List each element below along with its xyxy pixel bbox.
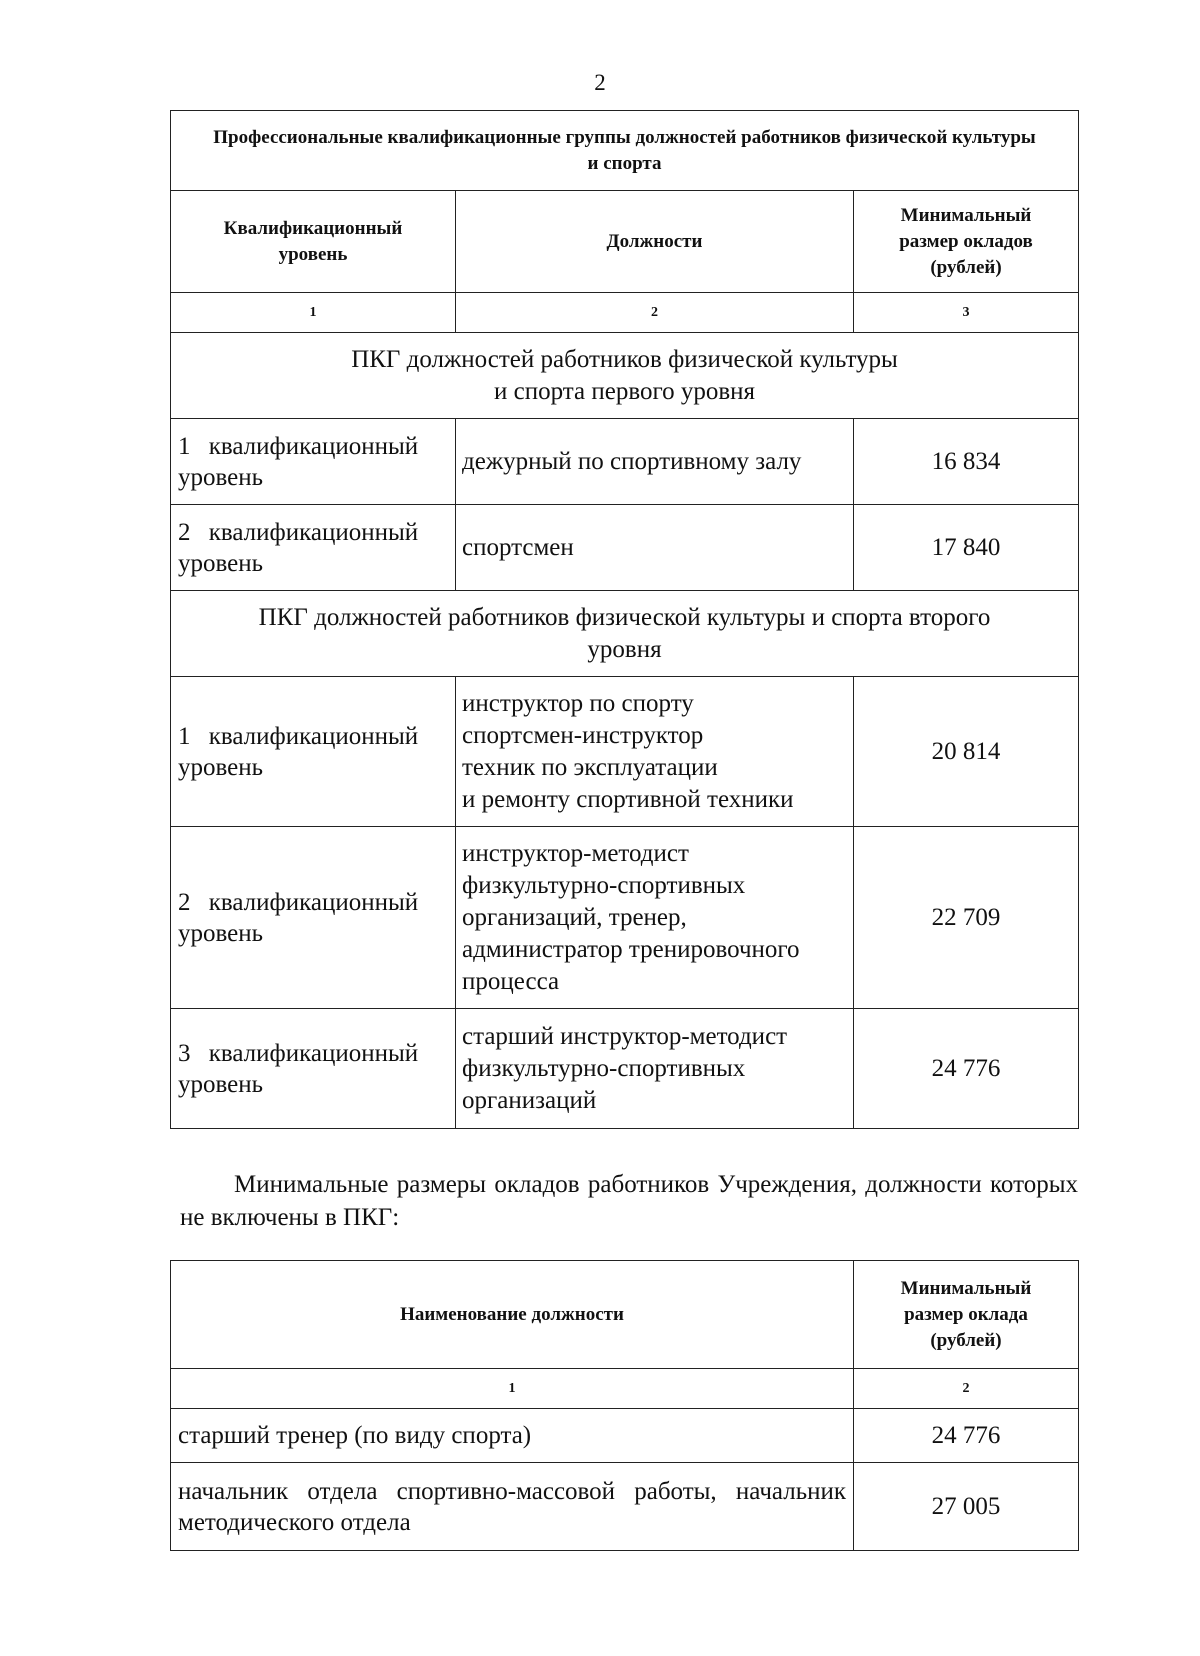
other-positions-salary-table: [170, 1260, 1079, 1551]
position-line: и ремонту спортивной техники: [462, 785, 794, 813]
positions: [456, 1009, 854, 1129]
positions: [456, 677, 854, 827]
group-title: [171, 591, 1079, 677]
col-number: 1: [171, 1369, 854, 1409]
level-line: 1 квалификационный: [178, 432, 419, 460]
col-header-position-name: Наименование должности: [171, 1261, 854, 1369]
table-row: [171, 677, 1079, 827]
level-line: уровень: [178, 549, 264, 577]
level-line: уровень: [178, 1070, 264, 1098]
group-title-line: уровня: [587, 635, 662, 663]
qualification-level: [171, 1009, 456, 1129]
level-line: уровень: [178, 919, 264, 947]
level-line: 3 квалификационный: [178, 1039, 419, 1067]
position-name: старший тренер (по виду спорта): [171, 1409, 854, 1463]
level-line: 2 квалификационный: [178, 518, 419, 546]
salary: 20 814: [854, 677, 1079, 827]
col-number: 3: [854, 293, 1079, 333]
position-line: инструктор по спорту: [462, 689, 694, 717]
level-line: 1 квалификационный: [178, 722, 419, 750]
col-header-level: Квалификационный уровень: [171, 191, 456, 293]
pkg-salary-table: [170, 110, 1079, 1129]
position-line: техник по эксплуатации: [462, 753, 718, 781]
position-line: администратор тренировочного: [462, 935, 800, 963]
salary: 24 776: [854, 1009, 1079, 1129]
col-number: 2: [456, 293, 854, 333]
intro-paragraph: Минимальные размеры окладов работников Учреждения, должности которых не включены в ПКГ:: [180, 1171, 1078, 1231]
position-line: спортсмен: [462, 533, 574, 561]
table-title-text: Профессиональные квалификационные группы должностей работников физической культуры и спорта: [213, 126, 1036, 174]
level-line: уровень: [178, 463, 264, 491]
table-row: [171, 1009, 1079, 1129]
positions: [456, 505, 854, 591]
qualification-level: [171, 505, 456, 591]
col-number: 2: [854, 1369, 1079, 1409]
position-line: спортсмен-инструктор: [462, 721, 704, 749]
table-title: [171, 111, 1079, 191]
col-header-salary: Минимальный размер оклада (рублей): [854, 1261, 1079, 1369]
qualification-level: [171, 419, 456, 505]
position-line: организаций, тренер,: [462, 903, 687, 931]
page-number: 2: [594, 70, 606, 95]
group-title-line: и спорта первого уровня: [494, 377, 756, 405]
qualification-level: [171, 827, 456, 1009]
salary: 27 005: [854, 1463, 1079, 1551]
salary: 16 834: [854, 419, 1079, 505]
col-header-salary: Минимальный размер окладов (рублей): [854, 191, 1079, 293]
salary: 24 776: [854, 1409, 1079, 1463]
positions: [456, 827, 854, 1009]
group-title: [171, 333, 1079, 419]
table-row: [171, 1463, 1079, 1551]
group-title-line: ПКГ должностей работников физической культуры: [351, 345, 898, 373]
level-line: уровень: [178, 753, 264, 781]
group-title-line: ПКГ должностей работников физической культуры и спорта второго: [258, 603, 991, 631]
table-row: [171, 1409, 1079, 1463]
salary: 17 840: [854, 505, 1079, 591]
table-row: [171, 505, 1079, 591]
col-number: 1: [171, 293, 456, 333]
position-line: физкультурно-спортивных: [462, 1054, 746, 1082]
col-header-positions: Должности: [456, 191, 854, 293]
position-line: физкультурно-спортивных: [462, 871, 746, 899]
position-line: инструктор-методист: [462, 839, 689, 867]
qualification-level: [171, 677, 456, 827]
table-row: [171, 419, 1079, 505]
position-line: старший инструктор-методист: [462, 1022, 788, 1050]
table-row: [171, 827, 1079, 1009]
level-line: 2 квалификационный: [178, 888, 419, 916]
position-line: дежурный по спортивному залу: [462, 447, 802, 475]
positions: [456, 419, 854, 505]
position-line: процесса: [462, 967, 560, 995]
salary: 22 709: [854, 827, 1079, 1009]
position-line: организаций: [462, 1086, 597, 1114]
position-name: начальник отдела спортивно-массовой работы, начальник методического отдела: [171, 1463, 854, 1551]
